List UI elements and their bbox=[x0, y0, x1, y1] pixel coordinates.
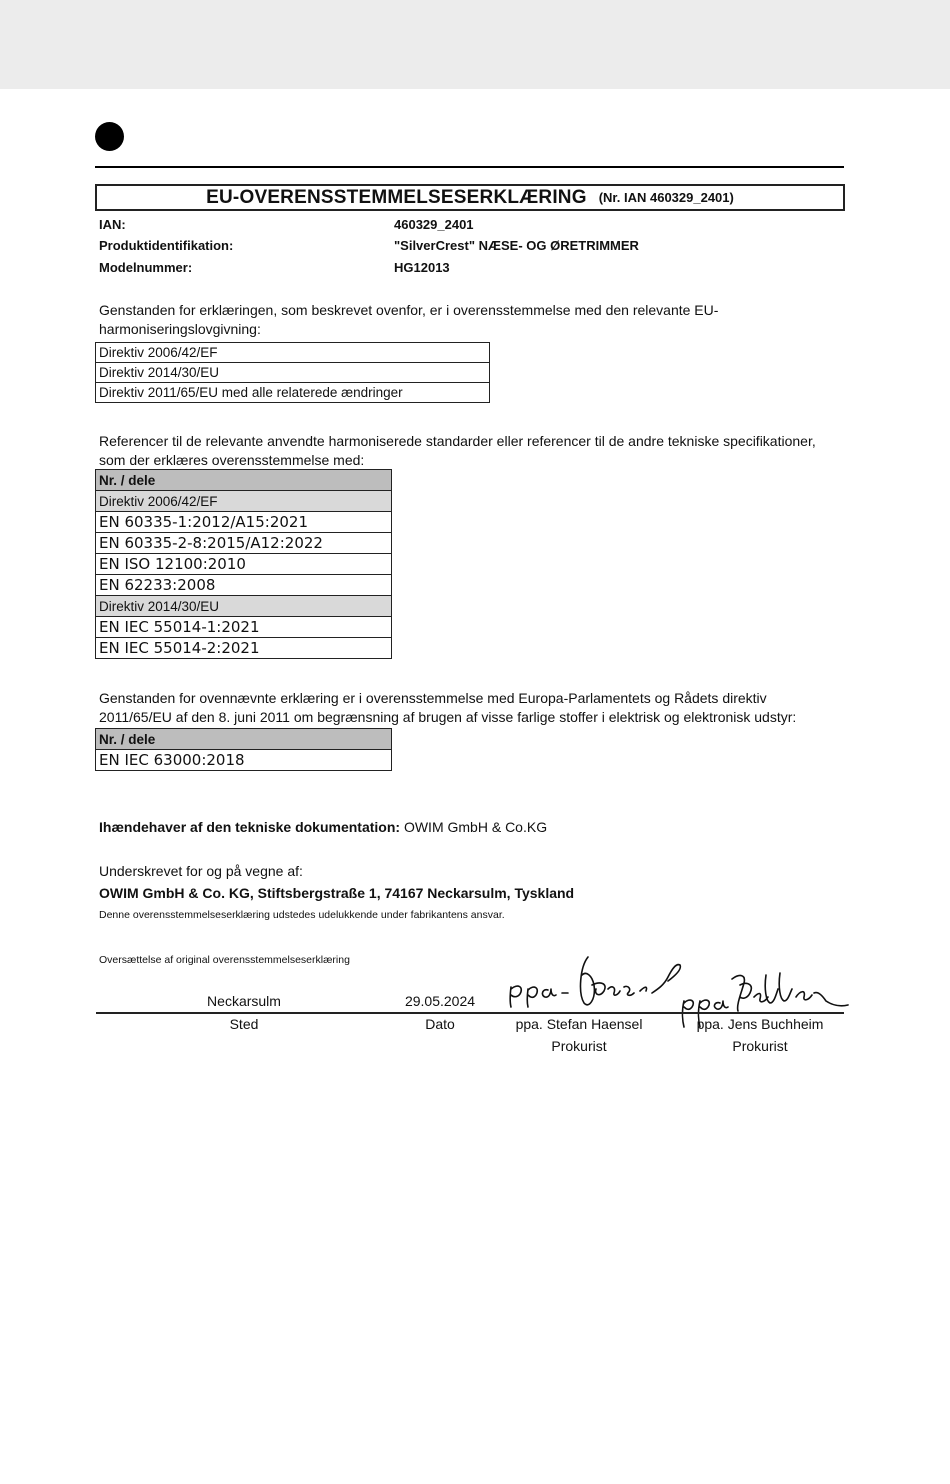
table-row bbox=[96, 491, 392, 512]
table-row bbox=[96, 554, 392, 575]
standards-header: Nr. / dele bbox=[96, 470, 392, 491]
rohs-header: Nr. / dele bbox=[96, 729, 392, 750]
place-label: Sted bbox=[229, 1016, 259, 1032]
signature-stroke-2 bbox=[581, 957, 681, 1005]
model-number-value: HG12013 bbox=[394, 260, 450, 275]
table-row bbox=[96, 617, 392, 638]
black-dot-marker bbox=[95, 122, 124, 151]
signature-line bbox=[96, 1012, 844, 1014]
references-statement: Referencer til de relevante anvendte harmoniserede standarder eller referencer til de andre tekniske specifikationer, som der erklæres overensstemmelse med: bbox=[99, 433, 816, 468]
standard-cell: EN ISO 12100:2010 bbox=[96, 554, 392, 575]
directive-section: Direktiv 2014/30/EU bbox=[96, 596, 392, 617]
signature-stroke-1 bbox=[510, 986, 568, 1007]
header-rule bbox=[95, 166, 844, 168]
conformity-statement: Genstanden for erklæringen, som beskrevet ovenfor, er i overensstemmelse med den relevante EU-harmoniseringslovgivning: bbox=[99, 302, 719, 337]
standard-cell: EN IEC 55014-2:2021 bbox=[96, 638, 392, 659]
table-row bbox=[96, 596, 392, 617]
standard-cell: EN 60335-1:2012/A15:2021 bbox=[96, 512, 392, 533]
declaration-title-box bbox=[95, 184, 845, 211]
responsibility-note: Denne overensstemmelseserklæring udstedes udelukkende under fabrikantens ansvar. bbox=[99, 909, 505, 921]
holder-label: Ihændehaver af den tekniske dokumentation: bbox=[99, 819, 401, 835]
directive-cell: Direktiv 2011/65/EU med alle relaterede ændringer bbox=[96, 383, 490, 403]
signature-stroke-4 bbox=[732, 973, 848, 1011]
declaration-title: EU-OVERENSSTEMMELSESERKLÆRING bbox=[206, 186, 587, 208]
standard-cell: EN IEC 55014-1:2021 bbox=[96, 617, 392, 638]
signer-2-role: Prokurist bbox=[732, 1038, 788, 1054]
table-row bbox=[96, 512, 392, 533]
company-address: OWIM GmbH & Co. KG, Stiftsbergstraße 1, 74167 Neckarsulm, Tyskland bbox=[99, 885, 575, 901]
ian-label: IAN: bbox=[99, 217, 126, 232]
top-gray-band bbox=[0, 0, 950, 89]
table-row bbox=[96, 750, 392, 771]
standards-table bbox=[95, 469, 392, 659]
signer-1-role: Prokurist bbox=[551, 1038, 607, 1054]
signed-for-text: Underskrevet for og på vegne af: bbox=[99, 863, 303, 879]
rohs-statement: Genstanden for ovennævnte erklæring er i overensstemmelse med Europa-Parlamentets og Rådets direktiv 2011/65/EU af den 8. juni 2011 om begrænsning af brugen af visse farlige stoffer i elektrisk og elektronisk udstyr: bbox=[99, 690, 797, 725]
product-id-label: Produktidentifikation: bbox=[99, 238, 234, 253]
table-row bbox=[96, 470, 392, 491]
holder-value: OWIM GmbH & Co.KG bbox=[403, 819, 548, 835]
table-row bbox=[96, 575, 392, 596]
directive-cell: Direktiv 2014/30/EU bbox=[96, 363, 490, 383]
table-row bbox=[96, 363, 490, 383]
rohs-table bbox=[95, 728, 392, 771]
table-row bbox=[96, 729, 392, 750]
signer-2-name: ppa. Jens Buchheim bbox=[696, 1016, 824, 1032]
standard-cell: EN 60335-2-8:2015/A12:2022 bbox=[96, 533, 392, 554]
table-row bbox=[96, 533, 392, 554]
standard-cell: EN 62233:2008 bbox=[96, 575, 392, 596]
declaration-number: (Nr. IAN 460329_2401) bbox=[598, 190, 734, 205]
signer-1-name: ppa. Stefan Haensel bbox=[515, 1016, 643, 1032]
directives-table bbox=[95, 342, 490, 403]
signature-place: Neckarsulm bbox=[207, 993, 281, 1009]
ian-value: 460329_2401 bbox=[394, 217, 474, 232]
standard-cell: EN IEC 63000:2018 bbox=[96, 750, 392, 771]
model-number-label: Modelnummer: bbox=[99, 260, 193, 275]
documentation-holder bbox=[99, 819, 547, 835]
signature-date: 29.05.2024 bbox=[404, 993, 476, 1009]
table-row bbox=[96, 343, 490, 363]
directive-cell: Direktiv 2006/42/EF bbox=[96, 343, 490, 363]
table-row bbox=[96, 383, 490, 403]
directive-section: Direktiv 2006/42/EF bbox=[96, 491, 392, 512]
translation-note: Oversættelse af original overensstemmelseserklæring bbox=[99, 954, 350, 966]
date-label: Dato bbox=[425, 1016, 455, 1032]
table-row bbox=[96, 638, 392, 659]
product-id-value: "SilverCrest" NÆSE- OG ØRETRIMMER bbox=[394, 238, 639, 253]
